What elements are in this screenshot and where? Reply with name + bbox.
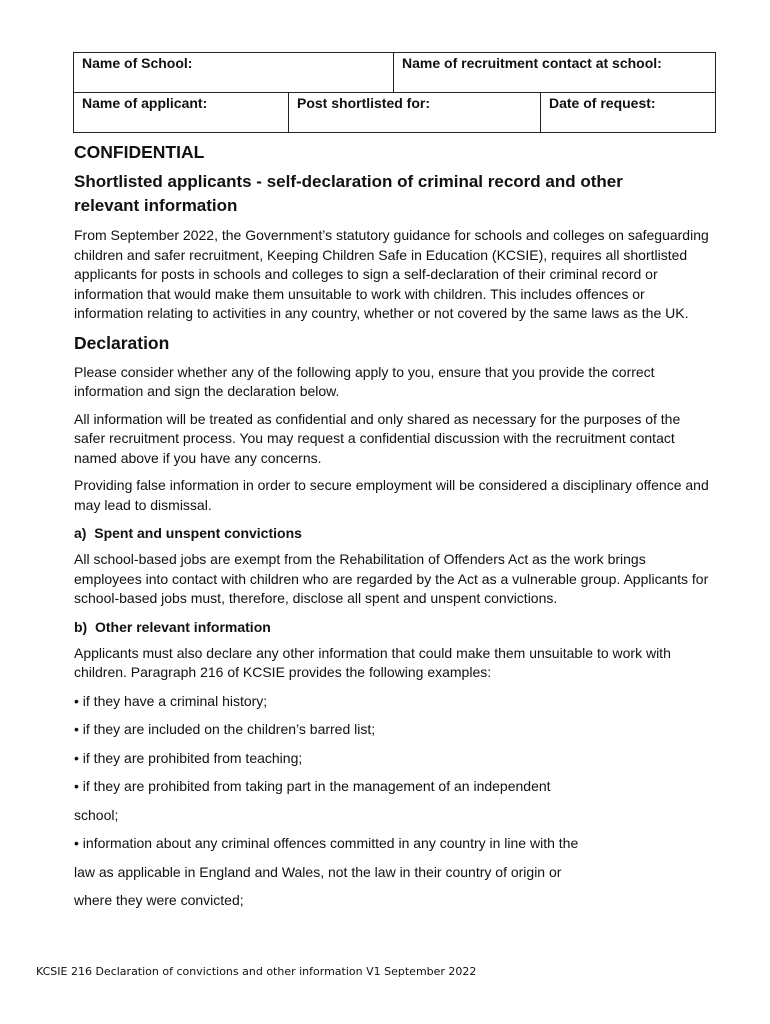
bullet-prohibited-management-cont: school; <box>74 806 119 823</box>
confidential-heading: CONFIDENTIAL <box>74 142 205 162</box>
document-body <box>74 140 714 911</box>
section-b-heading: b) Other relevant information <box>74 618 271 635</box>
recruitment-contact-cell: Name of recruitment contact at school: <box>394 53 716 93</box>
date-of-request-cell: Date of request: <box>541 93 716 133</box>
section-a-text: All school-based jobs are exempt from the Rehabilitation of Offenders Act as the work brings employees into contact with children who are regarded by the Act as a vulnerable group. Applicants for school-based jobs must, therefore, disclose all spent and unspent convictions. <box>74 551 709 606</box>
post-shortlisted-cell: Post shortlisted for: <box>289 93 541 133</box>
section-b-text: Applicants must also declare any other information that could make them unsuitable to work with children. Paragraph 216 of KCSIE provides the following examples: <box>74 644 671 680</box>
bullet-criminal-history: • if they have a criminal history; <box>74 692 268 709</box>
section-a-heading: a) Spent and unspent convictions <box>74 525 302 541</box>
declaration-heading: Declaration <box>74 332 170 353</box>
document-title <box>74 170 714 218</box>
name-of-applicant-cell: Name of applicant: <box>74 93 289 133</box>
intro-paragraph: From September 2022, the Government’s statutory guidance for schools and colleges on safeguarding children and safer recruitment, Keeping Children Safe in Education (KCSIE), requires all shortlisted applicants for posts in schools and colleges to sign a self-declaration of their criminal record or information that would make them unsuitable to work with children. This includes offences or information relating to activities in any country, whether or not covered by the same laws as the UK. <box>74 227 709 321</box>
bullet-criminal-offences: • information about any criminal offences committed in any country in line with the <box>74 835 579 851</box>
title-line-1: Shortlisted applicants - self-declaration of criminal record and other <box>74 172 623 191</box>
bullet-criminal-offences-cont-1: law as applicable in England and Wales, not the law in their country of origin or <box>74 863 562 880</box>
declaration-paragraph-2: All information will be treated as confidential and only shared as necessary for the purposes of the safer recruitment process. You may request a confidential discussion with the recruitment contact named above if you have any concerns. <box>74 410 681 466</box>
declaration-paragraph-3: Providing false information in order to secure employment will be considered a disciplinary offence and may lead to dismissal. <box>74 477 709 513</box>
bullet-prohibited-teaching: • if they are prohibited from teaching; <box>74 749 303 766</box>
name-of-school-cell: Name of School: <box>74 53 394 93</box>
bullet-prohibited-management: • if they are prohibited from taking part in the management of an independent <box>74 778 551 794</box>
page-footer: KCSIE 216 Declaration of convictions and other information V1 September 2022 <box>36 965 477 978</box>
bullet-barred-list: • if they are included on the children’s barred list; <box>74 721 376 737</box>
title-line-2: relevant information <box>74 196 238 215</box>
applicant-details-table <box>73 52 716 133</box>
declaration-paragraph-1: Please consider whether any of the following apply to you, ensure that you provide the correct information and sign the declaration below. <box>74 363 655 399</box>
bullet-criminal-offences-cont-2: where they were convicted; <box>74 892 244 908</box>
